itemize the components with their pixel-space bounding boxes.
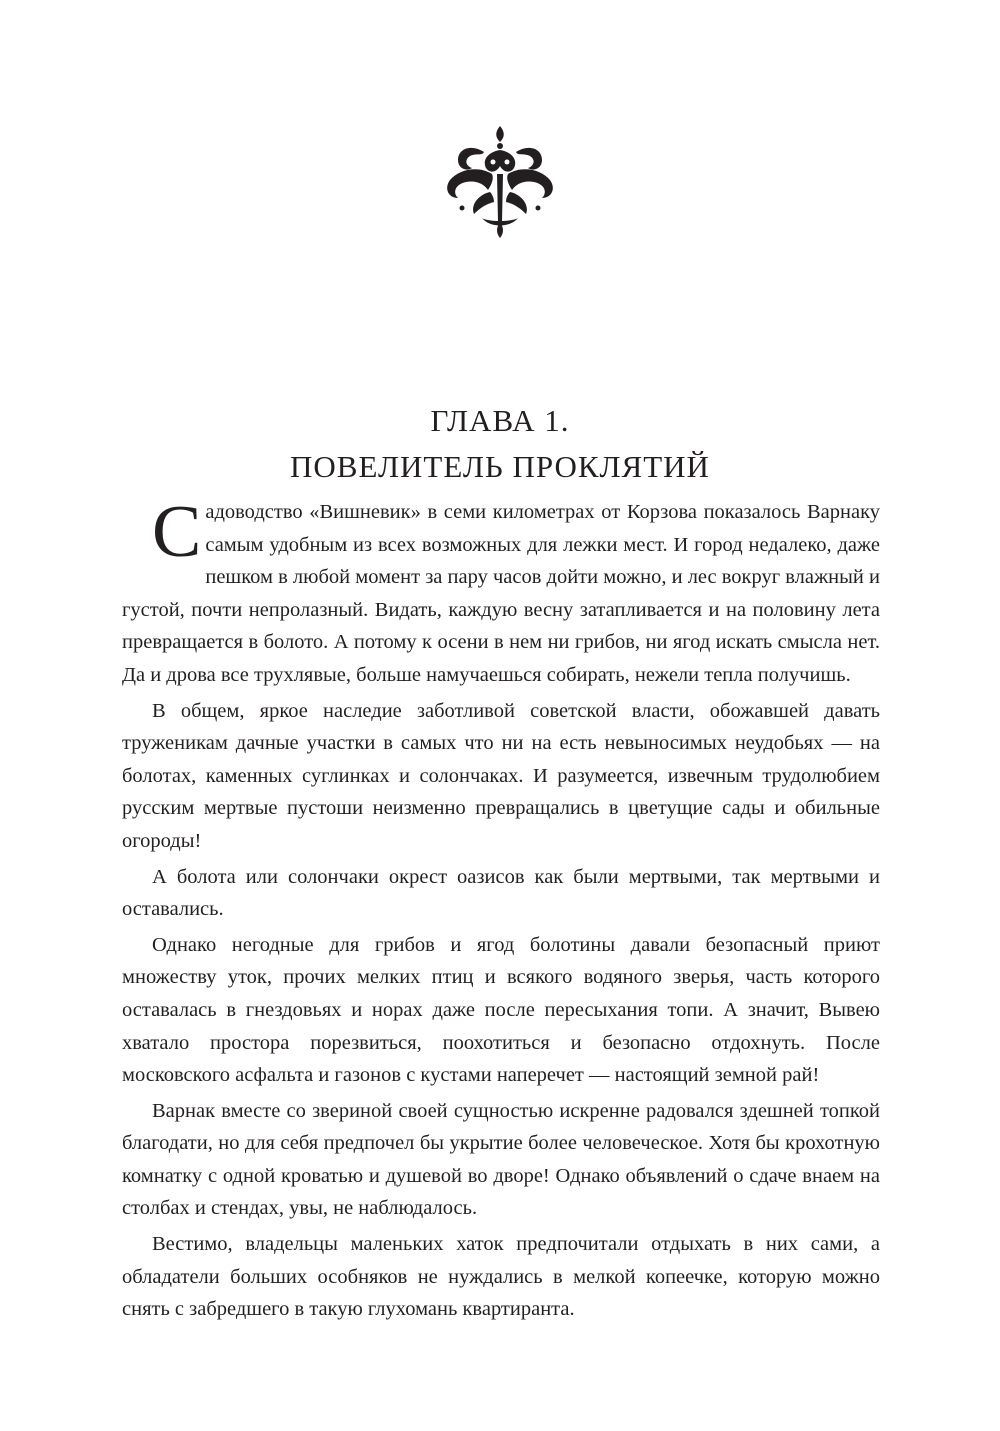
drop-cap: С [152,491,202,573]
chapter-body [122,491,880,1326]
paragraph-text: адоводство «Вишневик» в семи километрах от Корзова показалось Варнаку самым удобным из всех возможных для лежки мест. И город недалеко, даже пешком в любой момент за пару часов дойти можно, и лес вокруг влажный и густой, почти непролазный. Видать, каждую весну затапливается и на половину лета превращается в болото. А потому к осени в нем ни грибов, ни ягод искать смысла нет. Да и дрова все трухлявые, больше намучаешься собирать, нежели тепла получишь. [122,501,880,686]
paragraph: Однако негодные для грибов и ягод болотины давали безопасный приют множеству уток, прочих мелких птиц и всякого водяного зверья, часть которого оставалась в гнездовьях и норах даже после пересыхания топи. А значит, Вывею хватало простора порезвиться, поохотиться и безопасно отдохнуть. После московского асфальта и газонов с кустами наперечет — настоящий земной рай! [122,933,880,1087]
floral-ornament-icon [440,122,560,240]
chapter-title: ПОВЕЛИТЕЛЬ ПРОКЛЯТИЙ [290,449,710,484]
paragraph: В общем, яркое наследие заботливой советской власти, обожавшей давать труженикам дачные участки в самых что ни на есть невыносимых неудобьях — на болотах, каменных суглинках и солончаках. И разумеется, извечным трудолюбием русским мертвые пустоши неизменно превращались в цветущие сады и обильные огороды! [122,699,880,852]
paragraph [122,491,880,692]
chapter-heading [0,398,1000,490]
paragraph: А болота или солончаки окрест оазисов как были мертвыми, так мертвыми и оставались. [122,865,880,921]
paragraph: Вестимо, владельцы маленьких хаток предпочитали отдыхать в них сами, а обладатели больших особняков не нуждались в мелкой копеечке, которую можно снять с забредшего в такую глухомань квартиранта. [122,1233,880,1321]
chapter-number: ГЛАВА 1. [430,403,570,438]
paragraph: Варнак вместе со звериной своей сущностью искренне радовался здешней топкой благодати, но для себя предпочел бы укрытие более человеческое. Хотя бы крохотную комнатку с одной кроватью и душевой во дворе! Однако объявлений о сдаче внаем на столбах и стендах, увы, не наблюдалось. [122,1099,880,1220]
